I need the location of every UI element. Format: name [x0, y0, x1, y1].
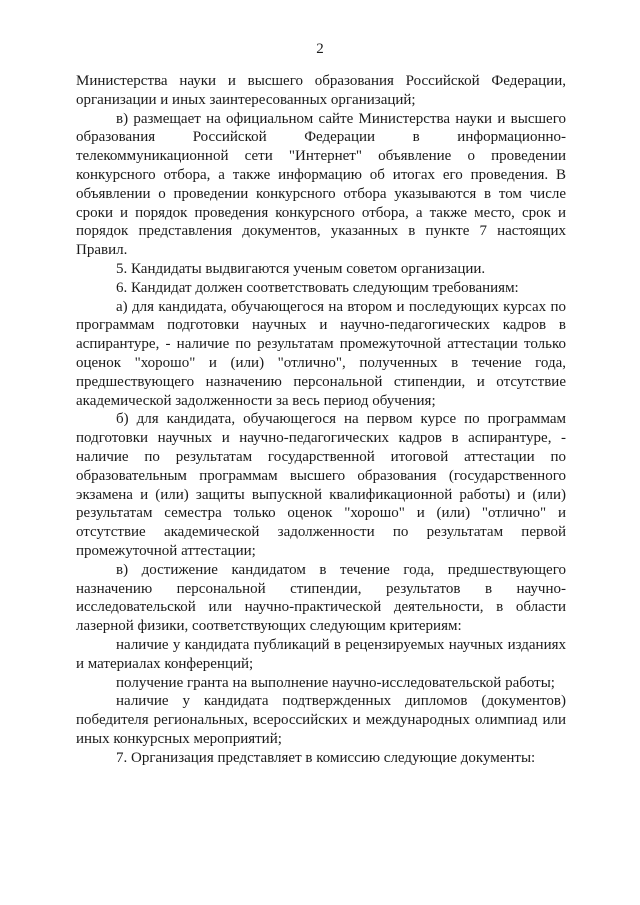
- paragraph-6b-first-year: б) для кандидата, обучающегося на первом курсе по программам подготовки научных и научно-педагогических кадров в аспирантуре, - наличие по результатам государственной итоговой аттестации по образовательным программам высшего образования (государственного экзамена и (или) защиты выпускной квалификационной работы) и (или) результатам семестра только оценок "хорошо" и (или) "отлично" и отсутствие академической задолженности по результатам первой промежуточной аттестации;: [76, 411, 566, 559]
- paragraph-item-v-publication: в) размещает на официальном сайте Министерства науки и высшего образования Российской Федерации в информационно-телекоммуникационной сети "Интернет" объявление о проведении конкурсного отбора, а также информацию об итогах его проведения. В объявлении о проведении конкурсного отбора указываются в том числе сроки и порядок проведения конкурсного отбора, а также место, срок и порядок представления документов, указанных в пункте 7 настоящих Правил.: [76, 110, 566, 259]
- paragraph-6a-second-year: а) для кандидата, обучающегося на втором и последующих курсах по программам подготовки научных и научно-педагогических кадров в аспирантуре, - наличие по результатам промежуточной аттестации только оценок "хорошо" и (или) "отлично", полученных в течение года, предшествующего назначению персональной стипендии, и отсутствие академической задолженности за весь период обучения;: [76, 298, 566, 409]
- paragraph-6v-achievements: в) достижение кандидатом в течение года, предшествующего назначению персональной стипендии, результатов в научно-исследовательской или научно-практической деятельности, в области лазерной физики, соответствующих следующим критериям:: [76, 561, 566, 635]
- document-body: [76, 72, 566, 767]
- paragraph-continuation: Министерства науки и высшего образования Российской Федерации, организации и иных заинтересованных организаций;: [76, 73, 566, 108]
- paragraph-criterion-diplomas: наличие у кандидата подтвержденных дипломов (документов) победителя региональных, всероссийских и международных олимпиад или иных конкурсных мероприятий;: [76, 693, 566, 747]
- paragraph-5-nomination: 5. Кандидаты выдвигаются ученым советом организации.: [116, 260, 486, 277]
- paragraph-6-requirements: 6. Кандидат должен соответствовать следующим требованиям:: [116, 279, 519, 296]
- paragraph-criterion-publications: наличие у кандидата публикаций в рецензируемых научных изданиях и материалах конференций;: [76, 636, 566, 672]
- paragraph-criterion-grant: получение гранта на выполнение научно-исследовательской работы;: [116, 674, 555, 691]
- paragraph-7-documents: 7. Организация представляет в комиссию следующие документы:: [116, 749, 536, 766]
- page-number: 2: [316, 41, 324, 57]
